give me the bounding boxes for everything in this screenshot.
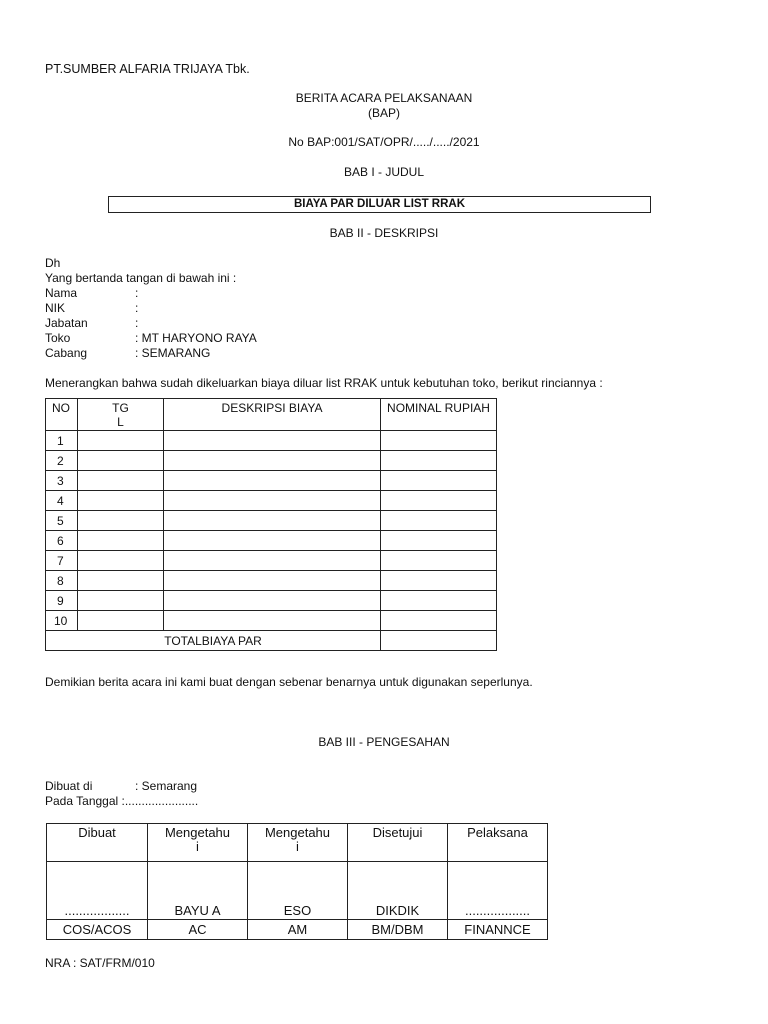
field-value: :: [135, 286, 139, 300]
field-value: : SEMARANG: [135, 346, 211, 360]
header-nominal: NOMINAL RUPIAH: [381, 399, 497, 431]
row-number: 5: [46, 511, 78, 531]
bab2-title: BAB II - DESKRIPSI: [329, 226, 439, 240]
document-number: No BAP:001/SAT/OPR/...../...../2021: [288, 135, 480, 149]
row-number: 7: [46, 551, 78, 571]
cell-tgl: [78, 571, 164, 591]
dibuat-value: : Semarang: [135, 779, 198, 793]
dh-label: Dh: [45, 256, 61, 270]
table-row: [46, 531, 497, 551]
cell-deskripsi: [164, 571, 381, 591]
cell-tgl: [78, 551, 164, 571]
row-number: 1: [46, 431, 78, 451]
bab1-title: BAB I - JUDUL: [343, 165, 424, 179]
table-row: [46, 571, 497, 591]
field-value: : MT HARYONO RAYA: [135, 331, 257, 345]
cell-deskripsi: [164, 511, 381, 531]
company-name: PT.SUMBER ALFARIA TRIJAYA Tbk.: [45, 62, 250, 76]
cell-deskripsi: [164, 431, 381, 451]
field-label: Cabang: [45, 346, 88, 360]
table-row: [46, 451, 497, 471]
table-row: [46, 491, 497, 511]
cell-tgl: [78, 491, 164, 511]
cell-nominal: [381, 431, 497, 451]
signature-header-row: [47, 824, 548, 862]
table-row: [46, 551, 497, 571]
tanggal-field: Pada Tanggal :......................: [45, 794, 199, 808]
header-no: NO: [46, 399, 78, 431]
cell-nominal: [381, 551, 497, 571]
form-code: NRA : SAT/FRM/010: [45, 956, 155, 970]
document-subtitle: (BAP): [367, 106, 400, 120]
table-row: [46, 611, 497, 631]
signature-position-row: [47, 920, 548, 940]
cell-nominal: [381, 511, 497, 531]
cell-tgl: [78, 471, 164, 491]
row-number: 8: [46, 571, 78, 591]
signer-position: FINANNCE: [448, 920, 548, 940]
signer-name: ..................: [448, 862, 548, 920]
header-mengetahui: Mengetahu i: [148, 824, 248, 862]
field-label: NIK: [45, 301, 66, 315]
header-deskripsi: DESKRIPSI BIAYA: [164, 399, 381, 431]
cell-tgl: [78, 451, 164, 471]
cell-tgl: [78, 591, 164, 611]
signer-name: BAYU A: [148, 862, 248, 920]
cell-nominal: [381, 491, 497, 511]
table-row: [46, 471, 497, 491]
header-mengetahui: Mengetahu i: [248, 824, 348, 862]
cell-nominal: [381, 591, 497, 611]
cell-nominal: [381, 611, 497, 631]
cell-deskripsi: [164, 471, 381, 491]
field-label: Nama: [45, 286, 78, 300]
signer-name: ..................: [47, 862, 148, 920]
signature-table: [46, 823, 548, 940]
header-tgl: TG L: [78, 399, 164, 431]
cell-nominal: [381, 451, 497, 471]
header-disetujui: Disetujui: [348, 824, 448, 862]
cell-deskripsi: [164, 451, 381, 471]
cell-nominal: [381, 531, 497, 551]
cell-nominal: [381, 471, 497, 491]
cell-deskripsi: [164, 611, 381, 631]
cost-table: [45, 398, 497, 651]
intro-text: Yang bertanda tangan di bawah ini :: [45, 271, 237, 285]
bab3-title: BAB III - PENGESAHAN: [318, 735, 450, 749]
table-row: [46, 511, 497, 531]
document-title: BERITA ACARA PELAKSANAAN: [295, 91, 473, 105]
total-row: [46, 631, 497, 651]
cell-tgl: [78, 511, 164, 531]
cell-deskripsi: [164, 491, 381, 511]
signer-position: AC: [148, 920, 248, 940]
total-label: TOTALBIAYA PAR: [46, 631, 381, 651]
header-dibuat: Dibuat: [47, 824, 148, 862]
field-label: Jabatan: [45, 316, 88, 330]
table-row: [46, 591, 497, 611]
closing-text: Demikian berita acara ini kami buat dengan sebenar benarnya untuk digunakan seperlunya.: [45, 675, 533, 689]
judul-box: BIAYA PAR DILUAR LIST RRAK: [108, 196, 651, 213]
signer-position: AM: [248, 920, 348, 940]
row-number: 10: [46, 611, 78, 631]
total-value: [381, 631, 497, 651]
header-pelaksana: Pelaksana: [448, 824, 548, 862]
signer-position: BM/DBM: [348, 920, 448, 940]
cell-tgl: [78, 531, 164, 551]
cell-deskripsi: [164, 531, 381, 551]
row-number: 2: [46, 451, 78, 471]
signer-position: COS/ACOS: [47, 920, 148, 940]
field-label: Toko: [45, 331, 71, 345]
cell-deskripsi: [164, 551, 381, 571]
row-number: 3: [46, 471, 78, 491]
cell-deskripsi: [164, 591, 381, 611]
signer-name: DIKDIK: [348, 862, 448, 920]
signer-name: ESO: [248, 862, 348, 920]
field-value: :: [135, 316, 139, 330]
row-number: 6: [46, 531, 78, 551]
statement-text: Menerangkan bahwa sudah dikeluarkan biaya diluar list RRAK untuk kebutuhan toko, berikut rinciannya :: [45, 376, 603, 390]
table-row: [46, 431, 497, 451]
signature-name-row: [47, 862, 548, 920]
cell-tgl: [78, 431, 164, 451]
dibuat-label: Dibuat di: [45, 779, 93, 793]
field-value: :: [135, 301, 139, 315]
cell-nominal: [381, 571, 497, 591]
row-number: 9: [46, 591, 78, 611]
row-number: 4: [46, 491, 78, 511]
cost-table-header: [46, 399, 497, 431]
cell-tgl: [78, 611, 164, 631]
